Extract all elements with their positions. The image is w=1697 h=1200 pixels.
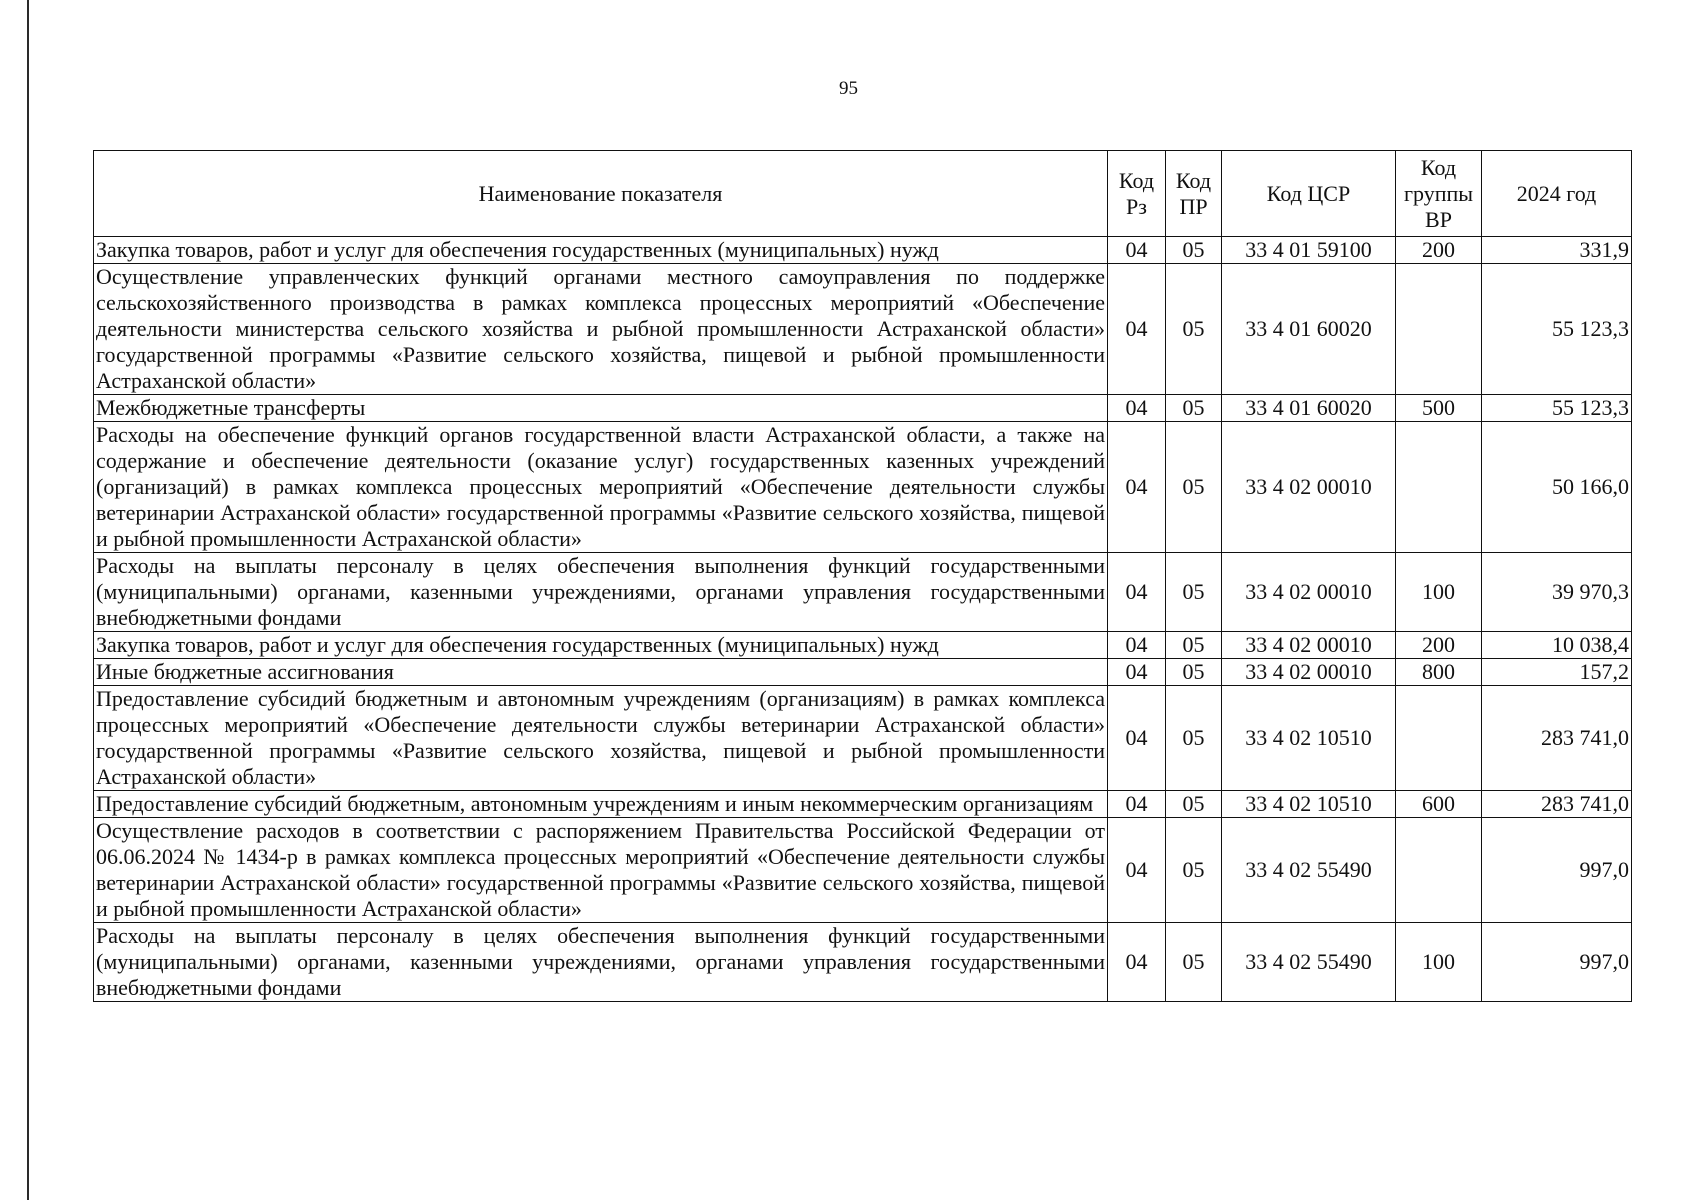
page-number: 95 — [839, 78, 858, 99]
row-pr: 05 — [1166, 818, 1222, 923]
row-name: Иные бюджетные ассигнования — [94, 659, 1108, 686]
row-rz: 04 — [1108, 264, 1166, 395]
row-rz: 04 — [1108, 923, 1166, 1002]
table-row — [94, 553, 1632, 632]
budget-table — [93, 150, 1632, 1002]
row-vr — [1396, 818, 1482, 923]
row-vr: 200 — [1396, 237, 1482, 264]
table-row — [94, 791, 1632, 818]
row-amount: 997,0 — [1482, 818, 1632, 923]
row-name: Межбюджетные трансферты — [94, 395, 1108, 422]
row-pr: 05 — [1166, 264, 1222, 395]
row-vr — [1396, 264, 1482, 395]
header-rz: Код Рз — [1108, 151, 1166, 237]
row-pr: 05 — [1166, 632, 1222, 659]
row-csr: 33 4 02 00010 — [1222, 632, 1396, 659]
header-vr: Код группы ВР — [1396, 151, 1482, 237]
row-amount: 39 970,3 — [1482, 553, 1632, 632]
row-rz: 04 — [1108, 237, 1166, 264]
row-vr: 600 — [1396, 791, 1482, 818]
row-vr: 100 — [1396, 923, 1482, 1002]
row-rz: 04 — [1108, 791, 1166, 818]
header-row — [94, 151, 1632, 237]
row-name: Предоставление субсидий бюджетным, автономным учреждениям и иным некоммерческим организациям — [94, 791, 1108, 818]
row-vr: 500 — [1396, 395, 1482, 422]
row-rz: 04 — [1108, 686, 1166, 791]
row-amount: 997,0 — [1482, 923, 1632, 1002]
row-csr: 33 4 02 00010 — [1222, 659, 1396, 686]
row-amount: 331,9 — [1482, 237, 1632, 264]
table-row — [94, 264, 1632, 395]
row-pr: 05 — [1166, 923, 1222, 1002]
row-name: Расходы на выплаты персоналу в целях обеспечения выполнения функций государственными (муниципальными) органами, казенными учреждениями, органами управления государственными внебюджетными фондами — [94, 923, 1108, 1002]
row-name: Предоставление субсидий бюджетным и автономным учреждениям (организациям) в рамках комплекса процессных мероприятий «Обеспечение деятельности службы ветеринарии Астраханской области» государственной программы «Развитие сельского хозяйства, пищевой и рыбной промышленности Астраханской области» — [94, 686, 1108, 791]
row-name: Расходы на выплаты персоналу в целях обеспечения выполнения функций государственными (муниципальными) органами, казенными учреждениями, органами управления государственными внебюджетными фондами — [94, 553, 1108, 632]
row-pr: 05 — [1166, 237, 1222, 264]
row-pr: 05 — [1166, 791, 1222, 818]
row-vr: 800 — [1396, 659, 1482, 686]
row-amount: 283 741,0 — [1482, 686, 1632, 791]
header-csr: Код ЦСР — [1222, 151, 1396, 237]
row-vr — [1396, 422, 1482, 553]
row-amount: 157,2 — [1482, 659, 1632, 686]
row-amount: 55 123,3 — [1482, 395, 1632, 422]
row-name: Закупка товаров, работ и услуг для обеспечения государственных (муниципальных) нужд — [94, 237, 1108, 264]
row-name: Расходы на обеспечение функций органов государственной власти Астраханской области, а также на содержание и обеспечение деятельности (оказание услуг) государственных казенных учреждений (организаций) в рамках комплекса процессных мероприятий «Обеспечение деятельности службы ветеринарии Астраханской области» государственной программы «Развитие сельского хозяйства, пищевой и рыбной промышленности Астраханской области» — [94, 422, 1108, 553]
row-pr: 05 — [1166, 422, 1222, 553]
row-vr: 200 — [1396, 632, 1482, 659]
row-csr: 33 4 02 55490 — [1222, 818, 1396, 923]
table-row — [94, 422, 1632, 553]
scan-edge-line — [27, 0, 29, 1200]
row-amount: 10 038,4 — [1482, 632, 1632, 659]
table-row — [94, 237, 1632, 264]
row-rz: 04 — [1108, 659, 1166, 686]
header-pr: Код ПР — [1166, 151, 1222, 237]
row-csr: 33 4 01 59100 — [1222, 237, 1396, 264]
row-vr: 100 — [1396, 553, 1482, 632]
row-rz: 04 — [1108, 632, 1166, 659]
row-csr: 33 4 02 10510 — [1222, 791, 1396, 818]
row-rz: 04 — [1108, 818, 1166, 923]
table-row — [94, 818, 1632, 923]
row-csr: 33 4 01 60020 — [1222, 395, 1396, 422]
row-rz: 04 — [1108, 422, 1166, 553]
table-row — [94, 923, 1632, 1002]
row-rz: 04 — [1108, 553, 1166, 632]
row-csr: 33 4 02 00010 — [1222, 553, 1396, 632]
header-name: Наименование показателя — [94, 151, 1108, 237]
row-csr: 33 4 02 10510 — [1222, 686, 1396, 791]
row-amount: 50 166,0 — [1482, 422, 1632, 553]
table-body — [94, 237, 1632, 1002]
row-name: Осуществление расходов в соответствии с распоряжением Правительства Российской Федерации от 06.06.2024 № 1434-р в рамках комплекса процессных мероприятий «Обеспечение деятельности службы ветеринарии Астраханской области» государственной программы «Развитие сельского хозяйства, пищевой и рыбной промышленности Астраханской области» — [94, 818, 1108, 923]
row-csr: 33 4 01 60020 — [1222, 264, 1396, 395]
table-row — [94, 632, 1632, 659]
row-pr: 05 — [1166, 553, 1222, 632]
row-amount: 283 741,0 — [1482, 791, 1632, 818]
table-row — [94, 686, 1632, 791]
header-year: 2024 год — [1482, 151, 1632, 237]
row-csr: 33 4 02 55490 — [1222, 923, 1396, 1002]
row-csr: 33 4 02 00010 — [1222, 422, 1396, 553]
row-rz: 04 — [1108, 395, 1166, 422]
table-row — [94, 395, 1632, 422]
row-pr: 05 — [1166, 686, 1222, 791]
row-amount: 55 123,3 — [1482, 264, 1632, 395]
row-pr: 05 — [1166, 659, 1222, 686]
row-name: Закупка товаров, работ и услуг для обеспечения государственных (муниципальных) нужд — [94, 632, 1108, 659]
row-pr: 05 — [1166, 395, 1222, 422]
table-row — [94, 659, 1632, 686]
row-name: Осуществление управленческих функций органами местного самоуправления по поддержке сельскохозяйственного производства в рамках комплекса процессных мероприятий «Обеспечение деятельности министерства сельского хозяйства и рыбной промышленности Астраханской области» государственной программы «Развитие сельского хозяйства, пищевой и рыбной промышленности Астраханской области» — [94, 264, 1108, 395]
row-vr — [1396, 686, 1482, 791]
